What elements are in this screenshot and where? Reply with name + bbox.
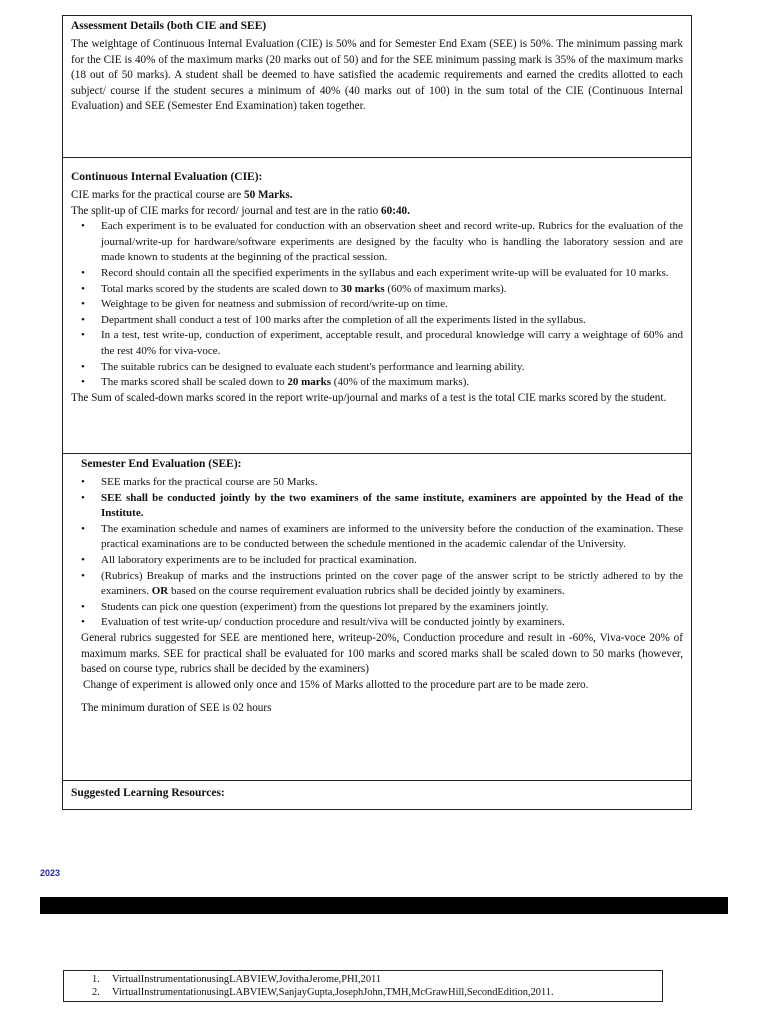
assessment-heading: Assessment Details (both CIE and SEE) (71, 20, 267, 32)
list-item: • SEE marks for the practical course are 50 Marks. (81, 476, 318, 488)
see-change-paragraph: Change of experiment is allowed only once and 15% of Marks allotted to the procedure part are to be made zero. (83, 678, 589, 691)
cie-bullet-list (71, 219, 683, 391)
learning-resources-section (63, 780, 691, 809)
footer-year: 2023 (40, 868, 61, 878)
cie-section (63, 157, 691, 453)
list-item: • In a test, test write-up, conduction of experiment, acceptable result, and procedural knowledge will carry a weightage of 60% and the rest 40% for viva-voce. (81, 329, 683, 357)
list-item: • The examination schedule and names of examiners are informed to the university before the conduction of the examination. These practical examinations are to be conducted between the schedule mentioned in the academic calendar of the University. (81, 522, 683, 551)
list-item: • The marks scored shall be scaled down to 20 marks (40% of the maximum marks). (81, 376, 470, 389)
list-item: • All laboratory experiments are to be included for practical examination. (81, 553, 417, 566)
references-box (63, 970, 663, 1002)
list-item: • Each experiment is to be evaluated for conduction with an observation sheet and record write-up. Rubrics for the evaluation of the journal/write-up for hardware/software experiments are designed by the faculty who is handling the laboratory session and are made known to students at the beginning of the practical session. (81, 220, 683, 264)
reference-item: 2. VirtualInstrumentationusingLABVIEW,SanjayGupta,JosephJohn,TMH,McGrawHill,SecondEdition,2011. (92, 986, 554, 998)
cie-closing-paragraph: The Sum of scaled-down marks scored in the report write-up/journal and marks of a test is the total CIE marks scored by the student. (71, 391, 667, 404)
list-item: • Students can pick one question (experiment) from the questions lot prepared by the examiners jointly. (81, 600, 549, 613)
see-duration-line: The minimum duration of SEE is 02 hours (81, 702, 272, 715)
see-rubrics-paragraph: General rubrics suggested for SEE are mentioned here, writeup-20%, Conduction procedure and result in -60%, Viva-voce 20% of maximum marks. SEE for practical shall be evaluated for 100 marks and scored marks shall be scaled down to 50 marks (however, based on course type, rubrics shall be decided by the examiners) (81, 631, 683, 676)
reference-item: 1. VirtualInstrumentationusingLABVIEW,JovithaJerome,PHI,2011 (92, 974, 382, 985)
assessment-details-section (63, 16, 691, 157)
list-item: • (Rubrics) Breakup of marks and the instructions printed on the cover page of the answer script to be strictly adhered to by the examiners. OR based on the course requirement evaluation rubrics shall be decided jointly by examiners. (81, 569, 683, 598)
list-item: • The suitable rubrics can be designed to evaluate each student's performance and learning ability. (81, 360, 525, 373)
see-heading: Semester End Evaluation (SEE): (81, 458, 242, 470)
list-item: • Total marks scored by the students are scaled down to 30 marks (60% of maximum marks). (81, 282, 507, 295)
list-item: • Record should contain all the specified experiments in the syllabus and each experiment write-up will be evaluated for 10 marks. (81, 266, 669, 279)
assessment-table (62, 15, 692, 810)
black-divider-bar (40, 897, 728, 914)
cie-split-line: The split-up of CIE marks for record/ journal and test are in the ratio 60:40. (71, 204, 410, 217)
assessment-paragraph: The weightage of Continuous Internal Evaluation (CIE) is 50% and for Semester End Exam (SEE) is 50%. The minimum passing mark for the CIE is 40% of the maximum marks (20 marks out of 50) and for the SEE minimum passing mark is 35% of the maximum marks (18 out of 50 marks). A student shall be deemed to have satisfied the academic requirements and earned the credits allotted to each subject/ course if the student secures a minimum of 40% (40 marks out of 100) in the sum total of the CIE (Continuous Internal Evaluation) and SEE (Semester End Examination) taken together. (71, 38, 683, 113)
cie-heading: Continuous Internal Evaluation (CIE): (71, 171, 263, 183)
learning-resources-heading: Suggested Learning Resources: (71, 787, 225, 799)
list-item: • SEE shall be conducted jointly by the two examiners of the same institute, examiners are appointed by the Head of the Institute. (81, 491, 683, 520)
see-section (63, 453, 691, 780)
see-bullet-list (71, 475, 683, 631)
list-item: • Evaluation of test write-up/ conduction procedure and result/viva will be conducted jointly by examiners. (81, 616, 565, 629)
list-item: • Weightage to be given for neatness and submission of record/write-up on time. (81, 298, 448, 311)
list-item: • Department shall conduct a test of 100 marks after the completion of all the experiments listed in the syllabus. (81, 313, 586, 326)
cie-marks-line: CIE marks for the practical course are 50 Marks. (71, 189, 293, 201)
